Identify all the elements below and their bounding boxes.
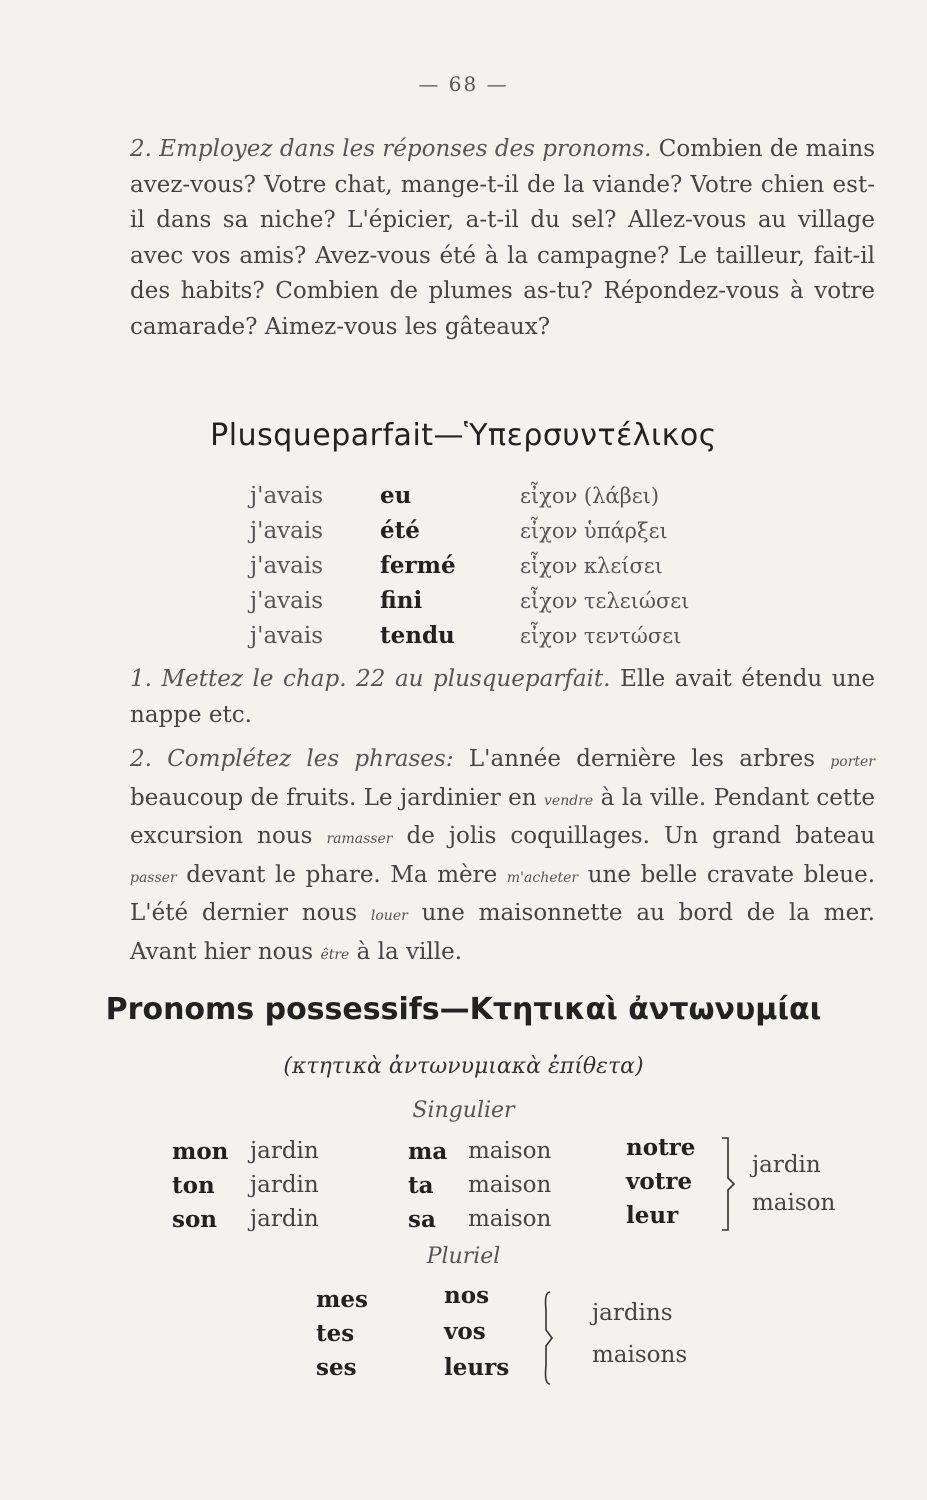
- brace-right-icon: [718, 1136, 742, 1232]
- exercise-2b-instruction: Complétez les phrases:: [167, 746, 454, 772]
- possessive: leurs: [444, 1354, 510, 1381]
- sentence-part: une maisonnette au bord de la mer. Avant hier nous: [130, 900, 875, 965]
- possessive-masc: mon: [172, 1138, 229, 1165]
- exercise-2-paragraph: [130, 132, 875, 345]
- conjugation-table: [250, 478, 689, 653]
- possessive-fem: sa: [408, 1206, 436, 1233]
- possessive: nos: [444, 1282, 490, 1309]
- noun: jardin: [250, 1138, 319, 1164]
- exercise-2-text: Combien de mains avez-vous? Votre chat, mange-t-il de la viande? Votre chien est-il dans sa niche? L'épicier, a-t-il du sel? Allez-vous au village avec vos amis? Avez-vous été à la campagne? Le tailleur, fait-il des habits? Combien de plumes as-tu? Répondez-vous à votre camarade? Aimez-vous les gâteaux?: [130, 136, 876, 340]
- verb-hint: être: [320, 946, 350, 963]
- page-number: — 68 —: [418, 72, 509, 96]
- possessive-fem: ma: [408, 1138, 448, 1165]
- verb-hint: passer: [130, 869, 177, 886]
- participle: eu: [380, 482, 412, 509]
- possessifs-subheading: (κτητικὰ ἀντωνυμιακὰ ἐπίθετα): [283, 1054, 644, 1079]
- conjugation-row: [250, 583, 689, 618]
- possessive-masc: ton: [172, 1172, 215, 1199]
- verb-hint: ramasser: [326, 831, 393, 847]
- possessive: mes: [316, 1286, 368, 1313]
- possessive-fem: ta: [408, 1172, 434, 1199]
- noun: jardin: [250, 1206, 319, 1232]
- greek-translation: εἶχον τεντώσει: [520, 623, 682, 648]
- possessive-plural-owner: votre: [626, 1168, 693, 1195]
- participle: été: [380, 517, 420, 544]
- possessive: vos: [444, 1318, 486, 1345]
- sentence-part: devant le phare. Ma mère: [186, 861, 498, 888]
- verb-hint: m'acheter: [506, 869, 579, 886]
- noun: maison: [752, 1190, 836, 1216]
- conjugation-row: [250, 478, 689, 513]
- greek-translation: εἶχον ὑπάρξει: [520, 518, 668, 543]
- conjugation-row: [250, 618, 689, 653]
- plusqueparfait-heading: Plusqueparfait—Ὑπερσυντέλικος: [210, 418, 717, 453]
- exercise-2-number: 2.: [130, 136, 152, 162]
- participle: fini: [380, 587, 423, 614]
- sentence-part: beaucoup de fruits. Le jardinier en: [130, 784, 537, 811]
- possessive-masc: son: [172, 1206, 218, 1233]
- aux-fr: j'avais: [250, 587, 324, 614]
- possessive-plural-owner: notre: [626, 1134, 696, 1161]
- conjugation-row: [250, 548, 689, 583]
- noun: jardin: [250, 1172, 319, 1198]
- exercise-2b-paragraph: [130, 742, 875, 973]
- aux-fr: j'avais: [250, 517, 324, 544]
- exercise-2b-number: 2.: [130, 746, 152, 772]
- sentence-part: à la ville.: [356, 938, 463, 965]
- possessifs-heading: Pronoms possessifs—Κτητικαὶ ἀντωνυμίαι: [105, 992, 822, 1027]
- exercise-1-paragraph: [130, 662, 875, 733]
- participle: tendu: [380, 622, 455, 649]
- noun: jardins: [592, 1300, 673, 1326]
- sentence-part: de jolis coquillages. Un grand bateau: [406, 823, 876, 849]
- sentence-part: L'année dernière les arbres: [468, 746, 816, 772]
- possessive: tes: [316, 1320, 355, 1347]
- greek-translation: εἶχον τελειώσει: [520, 588, 690, 613]
- pluriel-label: Pluriel: [426, 1244, 501, 1269]
- possessive-plural-owner: leur: [626, 1202, 679, 1229]
- aux-fr: j'avais: [250, 622, 324, 649]
- exercise-1-instruction: Mettez le chap. 22 au plusqueparfait.: [161, 666, 611, 692]
- noun: jardin: [752, 1152, 821, 1178]
- exercise-2-instruction: Employez dans les réponses des pronoms.: [159, 136, 652, 162]
- aux-fr: j'avais: [250, 552, 324, 579]
- greek-translation: εἶχον (λάβει): [520, 483, 660, 508]
- sentence-part: une belle cravate bleue. L'été dernier nous: [130, 861, 876, 926]
- noun: maison: [468, 1138, 552, 1164]
- sentence-part: à la ville. Pendant cette excursion nous: [130, 784, 875, 849]
- noun: maisons: [592, 1342, 688, 1368]
- exercise-1-text: Elle avait étendu une nappe etc.: [130, 666, 876, 728]
- verb-hint: vendre: [544, 792, 594, 809]
- verb-hint: louer: [370, 908, 408, 924]
- singulier-label: Singulier: [412, 1098, 515, 1123]
- possessive: ses: [316, 1354, 357, 1381]
- aux-fr: j'avais: [250, 482, 324, 509]
- conjugation-row: [250, 513, 689, 548]
- verb-hint: porter: [830, 754, 875, 770]
- exercise-1-number: 1.: [130, 666, 152, 692]
- greek-translation: εἶχον κλείσει: [520, 553, 663, 578]
- participle: fermé: [380, 552, 456, 579]
- noun: maison: [468, 1172, 552, 1198]
- brace-right-icon: [538, 1290, 562, 1386]
- noun: maison: [468, 1206, 552, 1232]
